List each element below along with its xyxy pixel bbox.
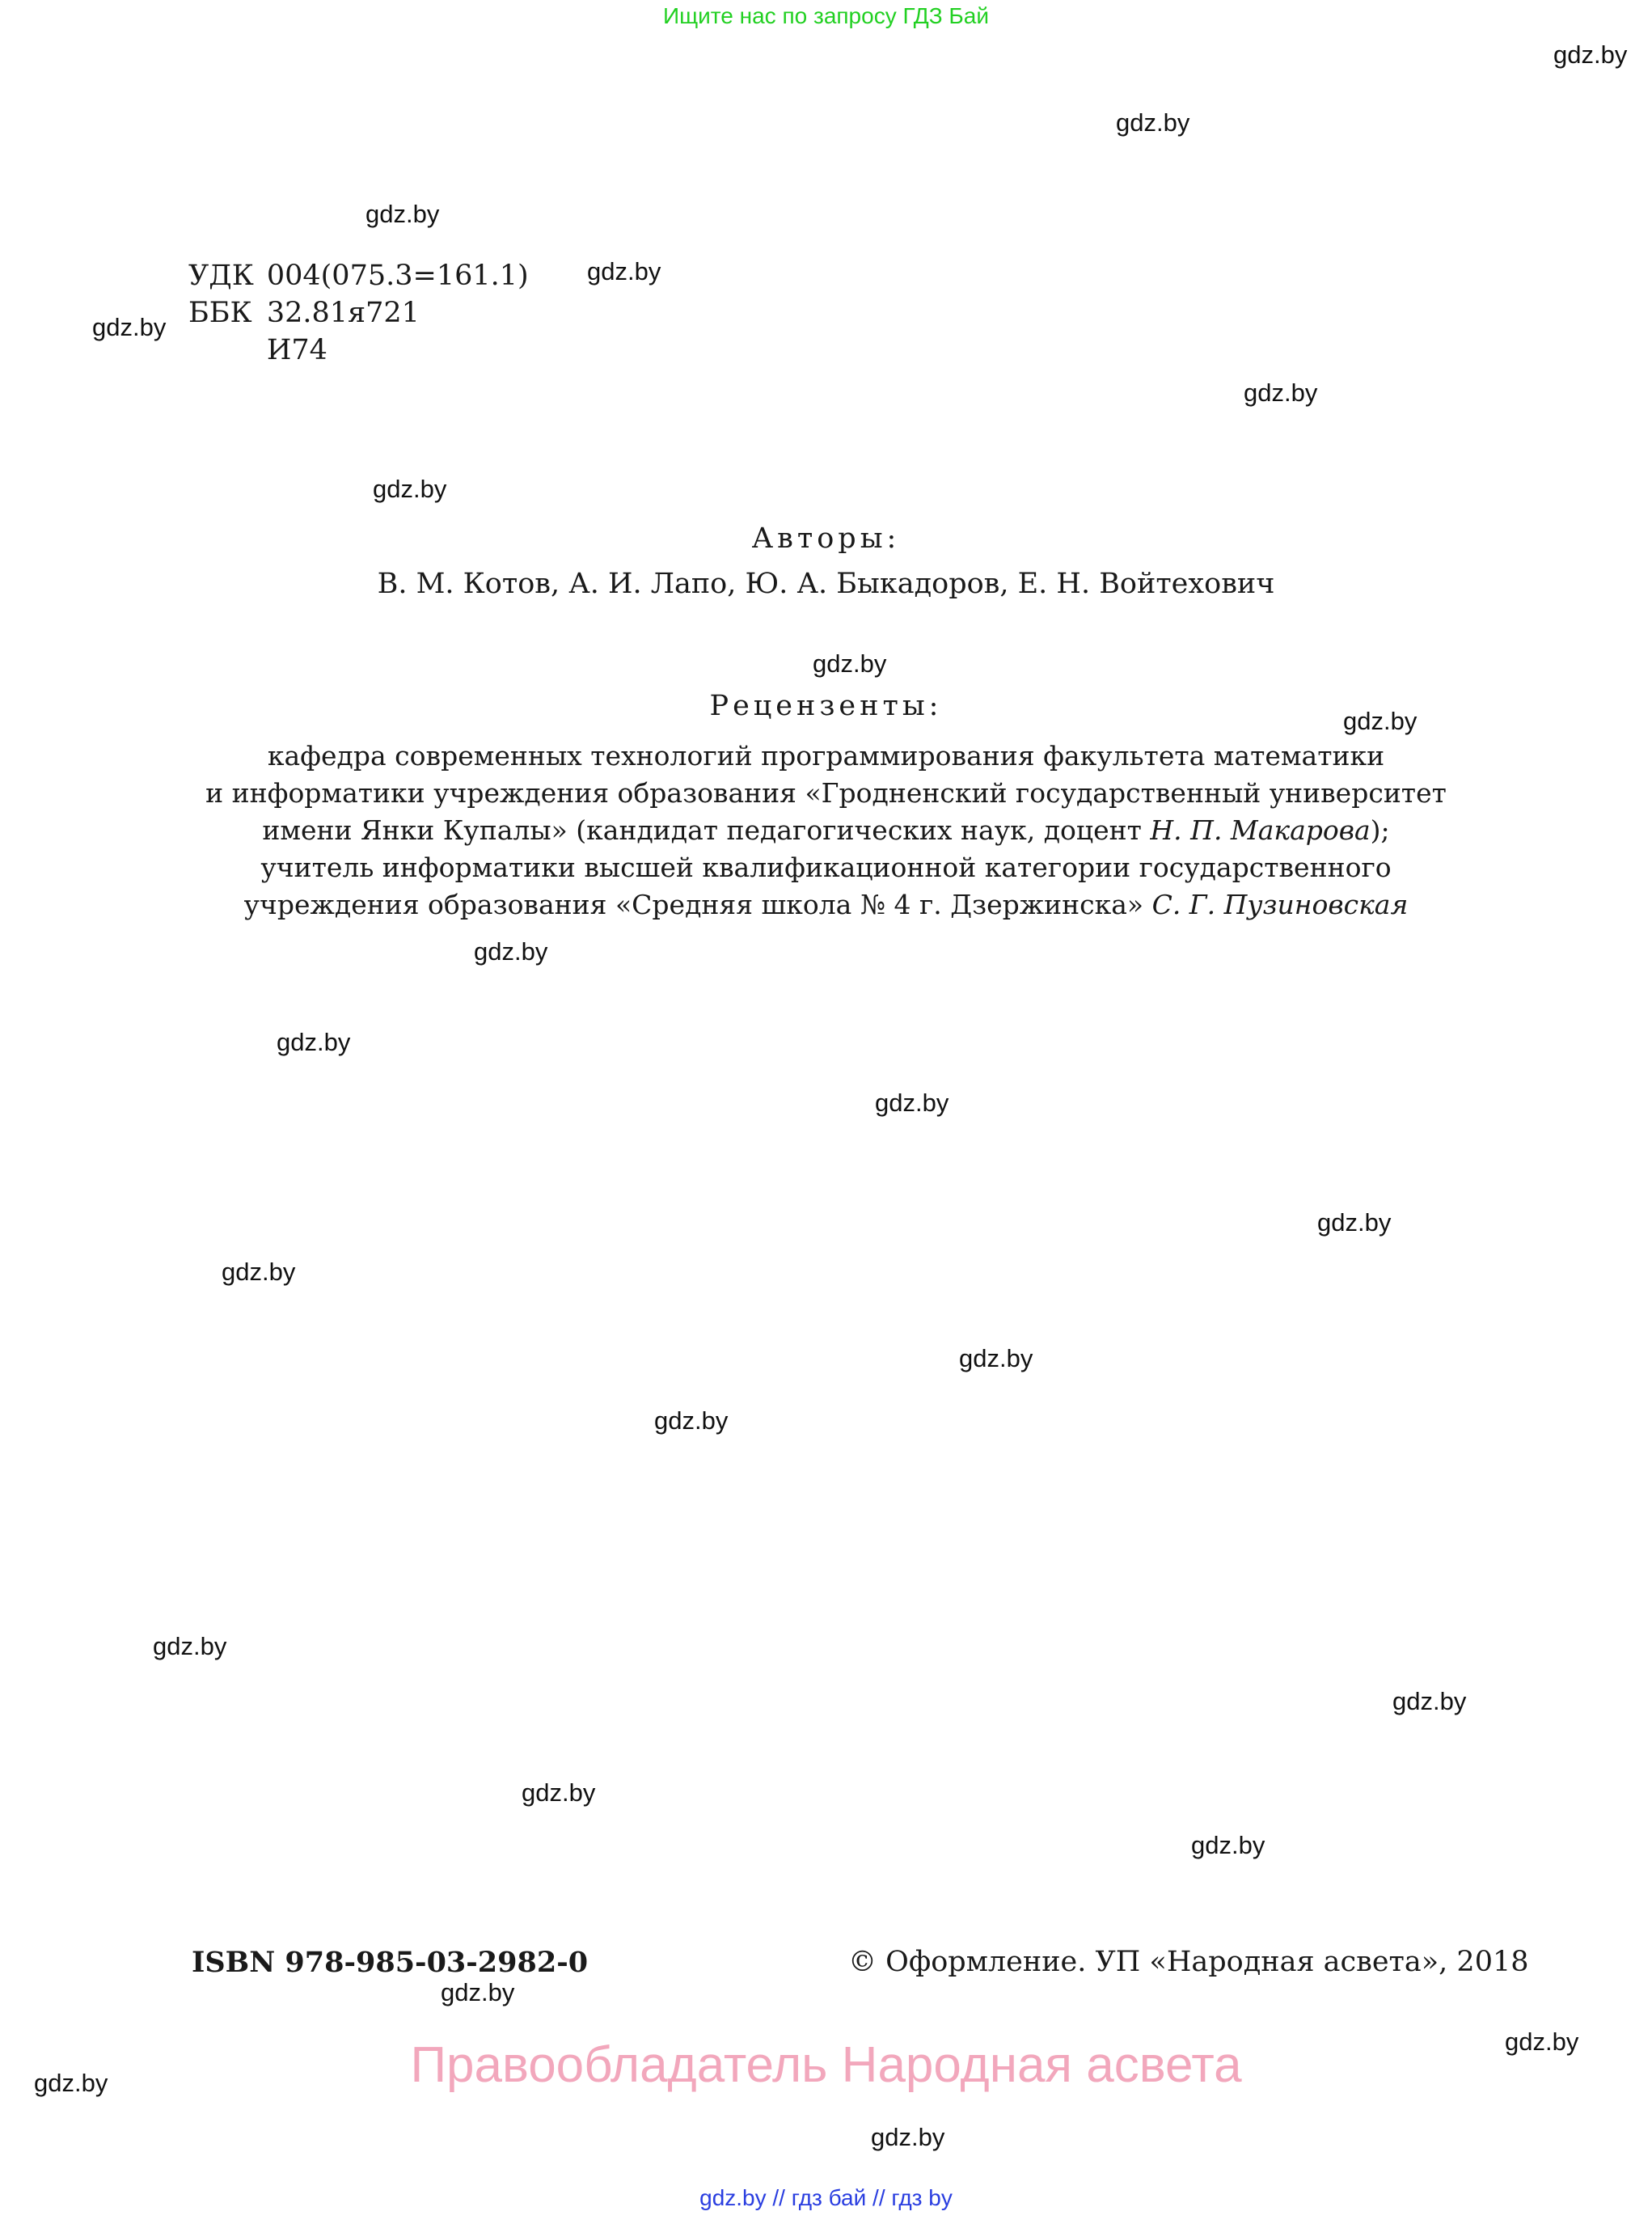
- watermark: gdz.by: [1317, 1208, 1392, 1237]
- watermark: gdz.by: [277, 1028, 351, 1056]
- watermark: gdz.by: [959, 1344, 1033, 1372]
- watermark: gdz.by: [92, 313, 167, 341]
- reviewer-text: );: [1370, 814, 1390, 846]
- reviewer-line: [0, 886, 1652, 924]
- reviewers-text: [0, 738, 1652, 924]
- watermark: gdz.by: [522, 1778, 596, 1807]
- watermark: gdz.by: [875, 1089, 949, 1117]
- author-mark-row: [188, 332, 542, 369]
- isbn: ISBN 978-985-03-2982-0: [192, 1946, 589, 1979]
- reviewer-line: [0, 812, 1652, 849]
- watermark: gdz.by: [1553, 40, 1628, 69]
- authors-names: В. М. Котов, А. И. Лапо, Ю. А. Быкадоров, Е. Н. Войтехович: [377, 568, 1275, 600]
- watermark: gdz.by: [1244, 378, 1318, 407]
- watermark: gdz.by: [654, 1406, 729, 1435]
- udk-row: [188, 257, 542, 294]
- watermark: gdz.by: [813, 649, 887, 678]
- footer-links[interactable]: gdz.by // гдз бай // гдз by: [699, 2185, 953, 2210]
- watermark: gdz.by: [365, 200, 440, 228]
- watermark: gdz.by: [1505, 2027, 1579, 2056]
- search-banner: Ищите нас по запросу ГДЗ Бай: [662, 3, 990, 28]
- reviewer-name: С. Г. Пузиновская: [1151, 889, 1409, 920]
- watermark: gdz.by: [1116, 108, 1190, 137]
- reviewer-line: учитель информатики высшей квалификационной категории государственного: [260, 852, 1392, 883]
- code-value: 32.81я721: [266, 297, 420, 329]
- watermark: gdz.by: [441, 1978, 515, 2006]
- watermark: gdz.by: [222, 1258, 296, 1286]
- watermark: gdz.by: [474, 937, 548, 966]
- watermark: gdz.by: [373, 475, 447, 503]
- watermark: gdz.by: [34, 2069, 108, 2097]
- watermark: gdz.by: [1191, 1831, 1265, 1859]
- code-label: ББК: [188, 297, 252, 329]
- code-value: И74: [266, 334, 327, 366]
- bbk-row: [188, 294, 542, 332]
- reviewer-text: учреждения образования «Средняя школа № 4 г. Дзержинска»: [243, 889, 1152, 920]
- reviewer-line: кафедра современных технологий программирования факультета математики: [267, 740, 1385, 772]
- watermark: gdz.by: [871, 2123, 945, 2151]
- watermark: gdz.by: [1392, 1687, 1467, 1715]
- watermark: gdz.by: [587, 257, 661, 285]
- reviewer-line: и информатики учреждения образования «Гродненский государственный университет: [205, 777, 1447, 809]
- copyright: © Оформление. УП «Народная асвета», 2018: [848, 1946, 1529, 1978]
- classification-codes: [188, 257, 542, 369]
- watermark: gdz.by: [153, 1632, 227, 1660]
- reviewer-text: имени Янки Купалы» (кандидат педагогических наук, доцент: [262, 814, 1151, 846]
- code-value: 004(075.3=161.1): [266, 260, 529, 292]
- code-label: УДК: [188, 260, 254, 292]
- rights-holder: Правообладатель Народная асвета: [410, 2037, 1242, 2093]
- watermark: gdz.by: [1343, 707, 1418, 735]
- reviewer-name: Н. П. Макарова: [1150, 814, 1371, 846]
- authors-heading: Авторы:: [751, 522, 901, 555]
- reviewers-heading: Рецензенты:: [709, 690, 943, 722]
- code-label: [188, 332, 267, 369]
